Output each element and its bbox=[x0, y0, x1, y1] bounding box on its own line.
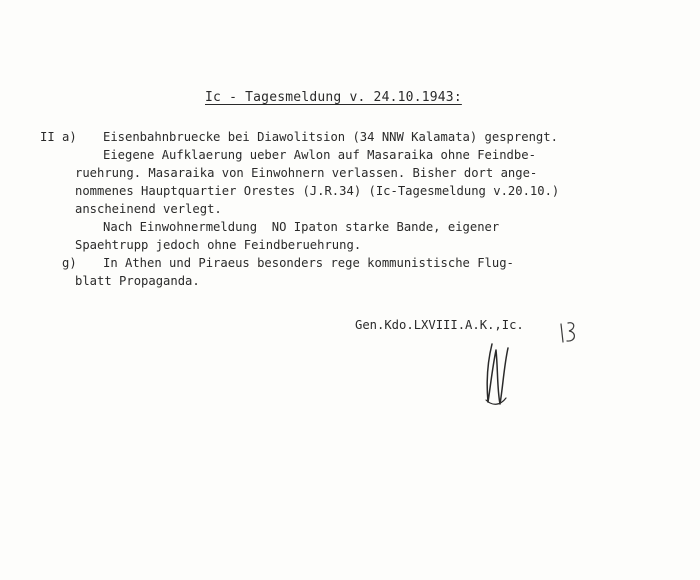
report-line: Eiegene Aufklaerung ueber Awlon auf Masaraika ohne Feindbe- bbox=[103, 148, 536, 162]
report-line: blatt Propaganda. bbox=[75, 274, 200, 288]
handwritten-signature bbox=[470, 340, 530, 410]
report-line: Nach Einwohnermeldung NO Ipaton starke Bande, eigener bbox=[103, 220, 500, 234]
report-line: ruehrung. Masaraika von Einwohnern verlassen. Bisher dort ange- bbox=[75, 166, 538, 180]
document-heading: Ic - Tagesmeldung v. 24.10.1943: bbox=[205, 90, 462, 105]
report-line: In Athen und Piraeus besonders rege kommunistische Flug- bbox=[103, 256, 514, 270]
report-line: Eisenbahnbruecke bei Diawolitsion (34 NNW Kalamata) gesprengt. bbox=[103, 130, 558, 144]
handwritten-annotation bbox=[555, 318, 585, 348]
report-line: Spaehtrupp jedoch ohne Feindberuehrung. bbox=[75, 238, 362, 252]
section-marker-ii-a: II a) bbox=[40, 130, 77, 144]
report-line: anscheinend verlegt. bbox=[75, 202, 222, 216]
issuing-command: Gen.Kdo.LXVIII.A.K.,Ic. bbox=[355, 318, 524, 332]
report-line: nommenes Hauptquartier Orestes (J.R.34) (Ic-Tagesmeldung v.20.10.) bbox=[75, 184, 560, 198]
section-marker-g: g) bbox=[62, 256, 77, 270]
